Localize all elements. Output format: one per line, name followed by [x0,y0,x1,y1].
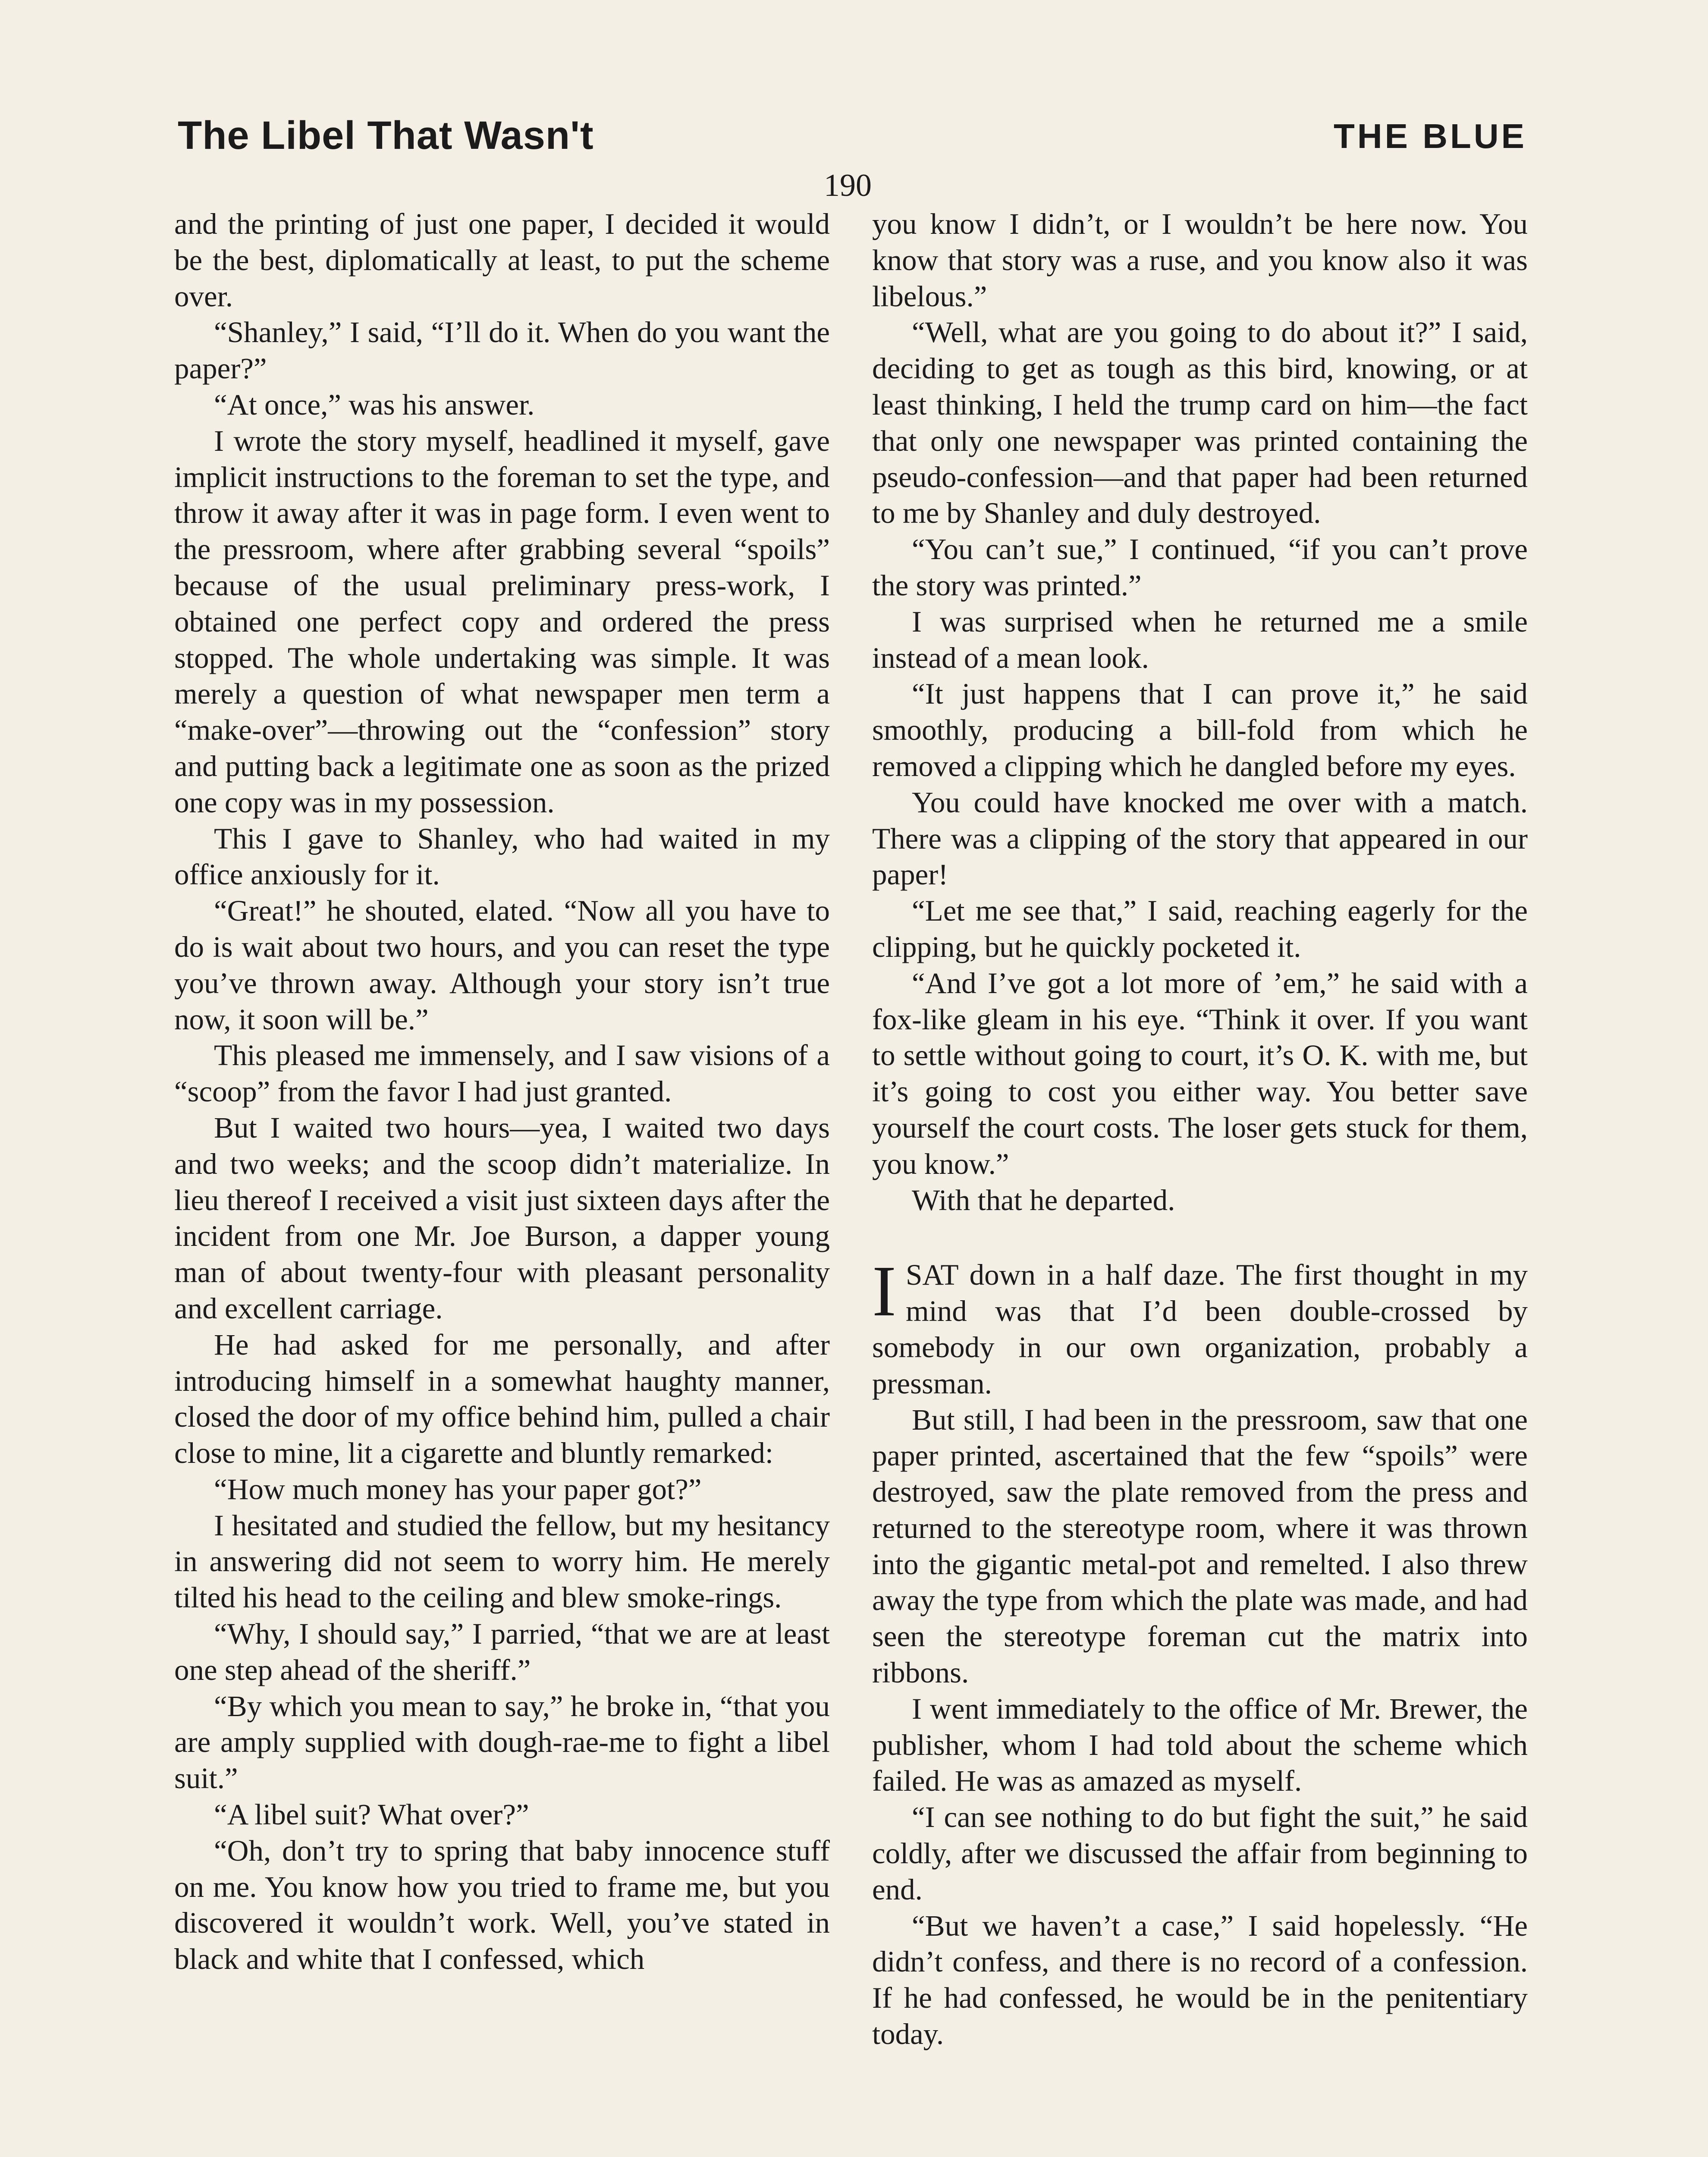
paragraph: You could have knocked me over with a match. There was a clipping of the story that appeared in our paper! [872,786,1528,891]
paragraph: “Well, what are you going to do about it?” I said, deciding to get as tough as this bird, knowing, or at least thinking, I held the trump card on him—the fact that only one newspaper was printed containing the pseudo-confession—and that paper had been returned to me by Shanley and duly destroyed. [872,316,1528,530]
page-number: 190 [824,168,872,203]
paragraph: “Shanley,” I said, “I’ll do it. When do you want the paper?” [174,316,830,385]
section-break [872,1218,1528,1257]
paragraph: “By which you mean to say,” he broke in, “that you are amply supplied with dough-rae-me to fight a libel suit.” [174,1689,830,1795]
paragraph: With that he departed. [912,1183,1175,1217]
paragraph: and the printing of just one paper, I decided it would be the best, diplomatically at least, to put the scheme over. [174,208,830,313]
paragraph: He had asked for me personally, and after introducing himself in a somewhat haughty manner, closed the door of my office behind him, pulled a chair close to mine, lit a cigarette and bluntly remarked: [174,1328,830,1470]
paragraph: I went immediately to the office of Mr. Brewer, the publisher, whom I had told about the scheme which failed. He was as amazed as myself. [872,1692,1528,1798]
paragraph: “You can’t sue,” I continued, “if you can’t prove the story was printed.” [872,533,1528,602]
paragraph: “At once,” was his answer. [214,388,535,421]
paragraph: you know I didn’t, or I wouldn’t be here now. You know that story was a ruse, and you know also it was libelous.” [872,208,1528,313]
paragraph: “I can see nothing to do but fight the suit,” he said coldly, after we discussed the affair from beginning to end. [872,1801,1528,1906]
paragraph: “It just happens that I can prove it,” he said smoothly, producing a bill-fold from which he removed a clipping which he dangled before my eyes. [872,677,1528,783]
lead-text: SAT down in a half daze. The first thought in my mind was that I’d been double-crossed by somebody in our own organization, probably a pressman. [872,1258,1528,1400]
paragraph: “And I’ve got a lot more of ’em,” he said with a fox-like gleam in his eye. “Think it over. If you want to settle without going to court, it’s O. K. with me, but it’s going to cost you either way. You better save yourself the court costs. The loser gets stuck for them, you know.” [872,966,1528,1180]
paragraph: I was surprised when he returned me a smile instead of a mean look. [872,605,1528,674]
paragraph: This I gave to Shanley, who had waited in my office anxiously for it. [174,822,830,891]
left-column [174,206,830,1978]
magazine-name: THE BLUE [1334,117,1527,155]
paragraph: “But we haven’t a case,” I said hopelessly. “He didn’t confess, and there is no record of a confession. If he had confessed, he would be in the penitentiary today. [872,1909,1528,2051]
paragraph: “Why, I should say,” I parried, “that we are at least one step ahead of the sheriff.” [174,1617,830,1686]
paragraph: “Let me see that,” I said, reaching eagerly for the clipping, but he quickly pocketed it. [872,894,1528,963]
section-lead-paragraph [872,1251,1528,1402]
paragraph: “Great!” he shouted, elated. “Now all you have to do is wait about two hours, and you can reset the type you’ve thrown away. Although your story isn’t true now, it soon will be.” [174,894,830,1036]
paragraph: I hesitated and studied the fellow, but my hesitancy in answering did not seem to worry him. He merely tilted his head to the ceiling and blew smoke-rings. [174,1509,830,1614]
paragraph: “A libel suit? What over?” [214,1798,529,1831]
drop-cap: I [872,1251,896,1332]
right-column [872,206,1528,2053]
paragraph: But I waited two hours—yea, I waited two days and two weeks; and the scoop didn’t materialize. In lieu thereof I received a visit just sixteen days after the incident from one Mr. Joe Burson, a dapper young man of about twenty-four with pleasant personality and excellent carriage. [174,1111,830,1325]
paragraph: “Oh, don’t try to spring that baby innocence stuff on me. You know how you tried to frame me, but you discovered it wouldn’t work. Well, you’ve stated in black and white that I confessed, which [174,1834,830,1976]
paragraph: I wrote the story myself, headlined it myself, gave implicit instructions to the foreman to set the type, and throw it away after it was in page form. I even went to the pressroom, where after grabbing several “spoils” because of the usual preliminary press-work, I obtained one perfect copy and ordered the press stopped. The whole undertaking was simple. It was merely a question of what newspaper men term a “make-over”—throwing out the “confession” story and putting back a legitimate one as soon as the prized one copy was in my possession. [174,424,830,819]
running-title: The Libel That Wasn't [178,113,594,157]
paragraph: But still, I had been in the pressroom, saw that one paper printed, ascertained that the few “spoils” were destroyed, saw the plate removed from the press and returned to the stereotype room, where it was thrown into the gigantic metal-pot and remelted. I also threw away the type from which the plate was made, and had seen the stereotype foreman cut the matrix into ribbons. [872,1403,1528,1689]
paragraph: “How much money has your paper got?” [214,1472,702,1506]
paragraph: This pleased me immensely, and I saw visions of a “scoop” from the favor I had just granted. [174,1039,830,1108]
